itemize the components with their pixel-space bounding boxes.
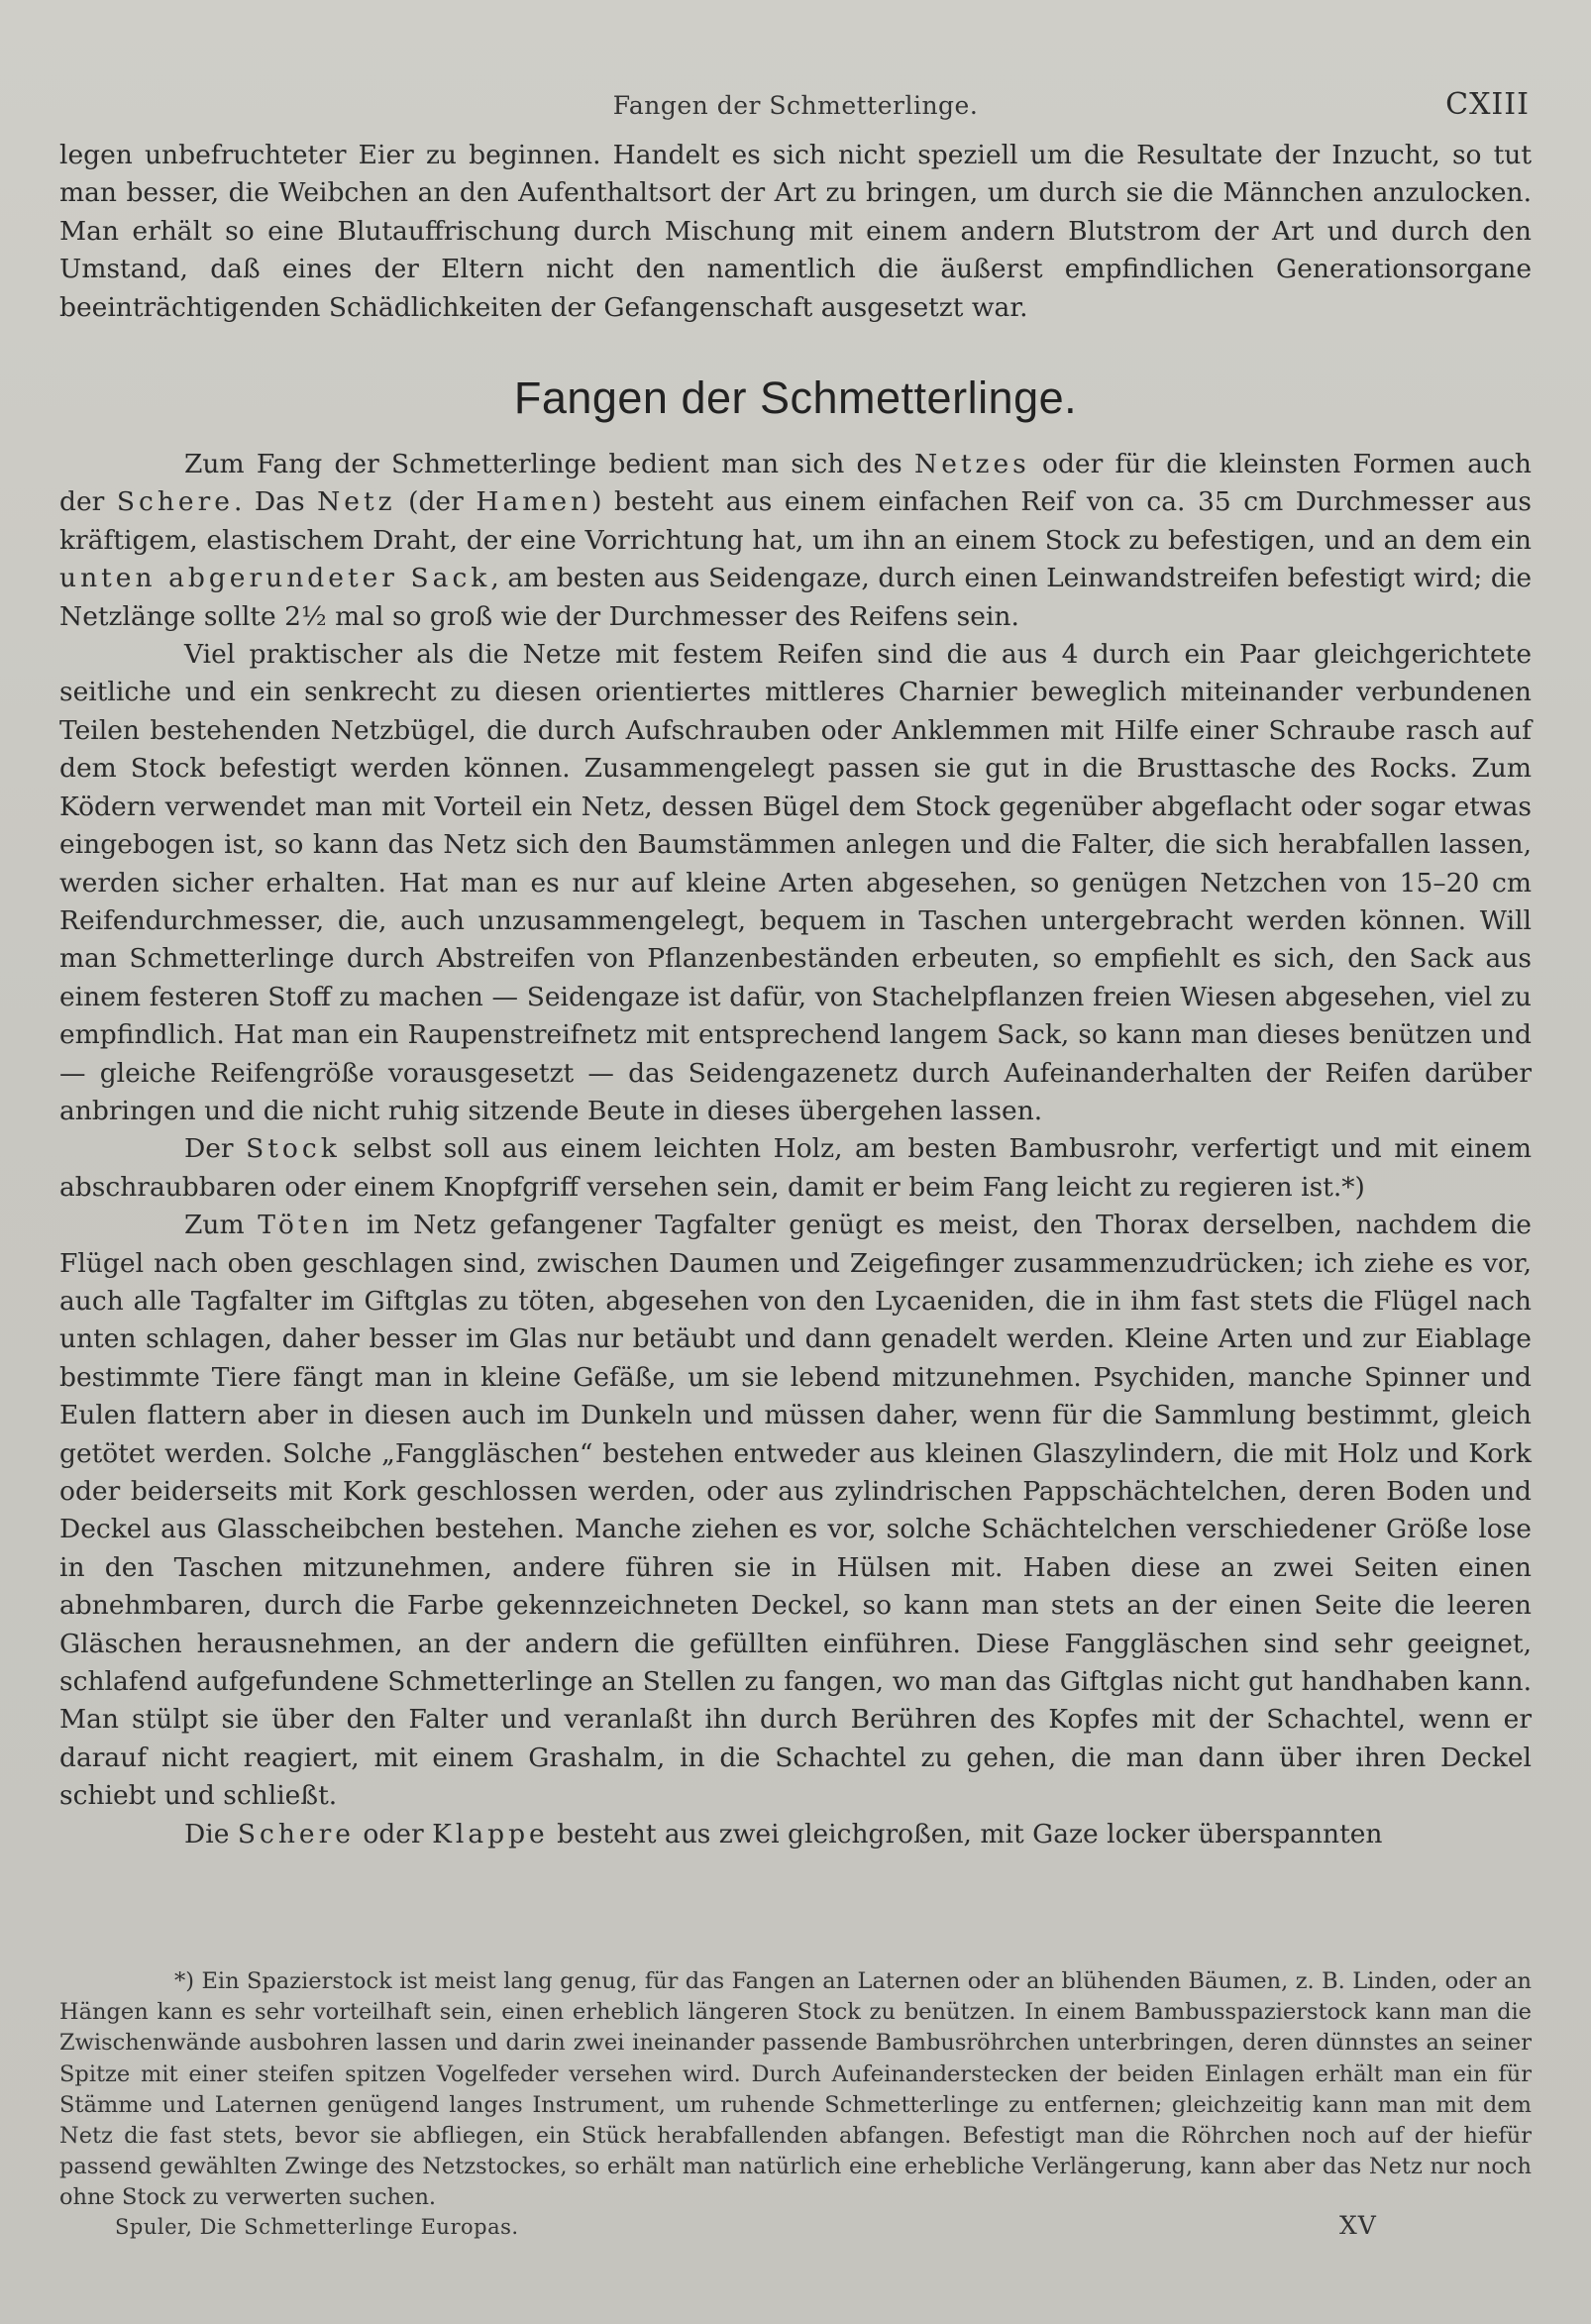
spaced-term-klappe: Klappe <box>432 1818 549 1849</box>
imprint-line: Spuler, Die Schmetterlinge Europas. <box>115 2215 519 2239</box>
running-head: Fangen der Schmetterlinge. <box>612 91 979 120</box>
spaced-term-sack: unten abgerundeter Sack <box>59 563 491 594</box>
spaced-term-hamen: Hamen <box>476 486 592 518</box>
text-run: selbst soll aus einem leichten Holz, am besten Bambusrohr, verfertigt und mit einem abschraubbaren oder einem Knopfgriff versehen sein, damit er beim Fang leicht zu regieren ist.*) <box>59 1133 1532 1203</box>
paragraph-stock <box>59 1130 1532 1207</box>
text-run: oder <box>354 1818 433 1849</box>
sheet-signature: XV <box>1339 2211 1377 2240</box>
text-run: Der <box>184 1133 247 1165</box>
text-run: besteht aus zwei gleichgroßen, mit Gaze locker überspannten <box>548 1818 1383 1849</box>
text-run: ) besteht aus einem einfachen Reif von ca. 35 cm Durchmesser aus kräftigem, elastischem Draht, der eine Vorrichtung hat, um ihn an einem Stock zu befestigen, und an dem ein <box>59 486 1533 556</box>
text-run: . Das <box>233 486 318 518</box>
spaced-term-toeten: Töten <box>258 1210 354 1241</box>
spaced-term-schere: Schere <box>237 1818 355 1849</box>
intro-paragraph: legen unbefruchteter Eier zu beginnen. Handelt es sich nicht speziell um die Resultate der Inzucht, so tut man besser, die Weibchen an den Aufenthaltsort der Art zu bringen, um durch sie die Männchen anzulocken. Man erhält so eine Blutauffrischung durch Mischung mit einem andern Blutstrom der Art und durch den Umstand, daß eines der Eltern nicht den namentlich die äußerst empfindlichen Generationsorgane beeinträchtigenden Schädlichkeiten der Gefangenschaft ausgesetzt war. <box>59 140 1532 323</box>
spaced-term-schere: Schere <box>116 486 234 518</box>
text-run: im Netz gefangener Tagfalter genügt es meist, den Thorax derselben, nachdem die Flügel nach oben geschlagen sind, zwischen Daumen und Zeigefinger zusammenzudrücken; ich ziehe es vor, auch alle Tagfalter im Giftglas zu töten, abgesehen von den Lycaeniden, die in ihm fast stets die Flügel nach unten schlagen, daher besser im Glas nur betäubt und dann genadelt werden. Kleine Arten und zur Eiablage bestimmte Tiere fängt man in kleine Gefäße, um sie lebend mitzunehmen. Psychiden, manche Spinner und Eulen flattern aber in diesen auch im Dunkeln und müssen daher, wenn für die Sammlung bestimmt, gleich getötet werden. Solche „Fanggläschen“ bestehen entweder aus kleinen Glaszylindern, die mit Holz und Kork oder beiderseits mit Kork geschlossen werden, oder aus zylindrischen Pappschächtelchen, deren Boden und Deckel aus Glasscheibchen bestehen. Manche ziehen es vor, solche Schächtelchen verschiedener Größe lose in den Taschen mitzunehmen, andere führen sie in Hülsen mit. Haben diese an zwei Seiten einen abnehmbaren, durch die Farbe gekennzeichneten Deckel, so kann man stets an der einen Seite die leeren Gläschen herausnehmen, an der andern die gefüllten einführen. Diese Fanggläschen sind sehr geeignet, schlafend aufgefundene Schmetterlinge an Stellen zu fangen, wo man das Giftglas nicht gut handhaben kann. Man stülpt sie über den Falter und veranlaßt ihn durch Berühren des Kopfes mit der Schachtel, wenn er darauf nicht reagiert, mit einem Grashalm, in die Schachtel zu gehen, die man dann über ihren Deckel schiebt und schließt. <box>59 1210 1532 1812</box>
page-number: CXIII <box>1445 87 1530 122</box>
main-text <box>59 137 1532 1853</box>
footnote-area <box>59 1966 1532 2214</box>
paragraph-toeten <box>59 1207 1532 1816</box>
text-run: Zum Fang der Schmetterlinge bedient man sich des <box>184 449 914 480</box>
spaced-term-netz: Netz <box>317 486 396 518</box>
paragraph-netz <box>59 446 1532 636</box>
text-run: Die <box>184 1818 238 1849</box>
paragraph-schere <box>59 1816 1532 1853</box>
section-title: Fangen der Schmetterlinge. <box>513 372 1078 424</box>
paragraph-netzbuegel: Viel praktischer als die Netze mit festem Reifen sind die aus 4 durch ein Paar gleichgerichtete seitliche und ein senkrecht zu diesen orientiertes mittleres Charnier beweglich miteinander verbundenen Teilen bestehenden Netzbügel, die durch Aufschrauben oder Anklemmen mit Hilfe einer Schraube rasch auf dem Stock befestigt werden können. Zusammengelegt passen sie gut in die Brusttasche des Rocks. Zum Ködern verwendet man mit Vorteil ein Netz, dessen Bügel dem Stock gegenüber abgeflacht oder sogar etwas eingebogen ist, so kann das Netz sich den Baumstämmen anlegen und die Falter, die sich herabfallen lassen, werden sicher erhalten. Hat man es nur auf kleine Arten abgesehen, so genügen Netzchen von 15–20 cm Reifendurchmesser, die, auch unzusammengelegt, bequem in Taschen untergebracht werden können. Will man Schmetterlinge durch Abstreifen von Pflanzenbeständen erbeuten, so empfiehlt es sich, den Sack aus einem festeren Stoff zu machen — Seidengaze ist dafür, von Stachelpflanzen freien Wiesen abgesehen, viel zu empfindlich. Hat man ein Raupenstreifnetz mit entsprechend langem Sack, so kann man dieses benützen und — gleiche Reifengröße vorausgesetzt — das Seidengazenetz durch Aufeinanderhalten der Reifen darüber anbringen und die nicht ruhig sitzende Beute in dieses übergehen lassen. <box>59 639 1532 1126</box>
spaced-term-stock: Stock <box>246 1133 341 1165</box>
page-footer <box>59 2211 1532 2255</box>
text-run: Zum <box>184 1210 259 1241</box>
text-run: (der <box>395 486 477 518</box>
text-run: oder für die kleinsten Formen auch der <box>59 449 1532 518</box>
spaced-term-netzes: Netzes <box>914 449 1030 480</box>
page-header <box>59 87 1532 131</box>
text-run: , am besten aus Seidengaze, durch einen Leinwandstreifen befestigt wird; die Netzlänge sollte 2½ mal so groß wie der Durchmesser des Reifens sein. <box>59 563 1532 632</box>
footnote: *) Ein Spazierstock ist meist lang genug, für das Fangen an Laternen oder an blühenden Bäumen, z. B. Linden, oder an Hängen kann es sehr vorteilhaft sein, einen erheblich längeren Stock zu benützen. In einem Bambusspazierstock kann man die Zwischenwände ausbohren lassen und darin zwei ineinander passende Bambusröhrchen unterbringen, deren dünnstes an seiner Spitze mit einer steifen spitzen Vogelfeder versehen wird. Durch Aufeinanderstecken der beiden Einlagen erhält man ein für Stämme und Laternen genügend langes Instrument, um ruhende Schmetterlinge zu entfernen; gleichzeitig kann man mit dem Netz die fast stets, bevor sie abfliegen, ein Stück herabfallenden abfangen. Befestigt man die Röhrchen noch auf der hiefür passend gewählten Zwinge des Netzstockes, so erhält man natürlich eine erhebliche Verlängerung, kann aber das Netz nur noch ohne Stock zu verwerten suchen. <box>59 1968 1532 2211</box>
